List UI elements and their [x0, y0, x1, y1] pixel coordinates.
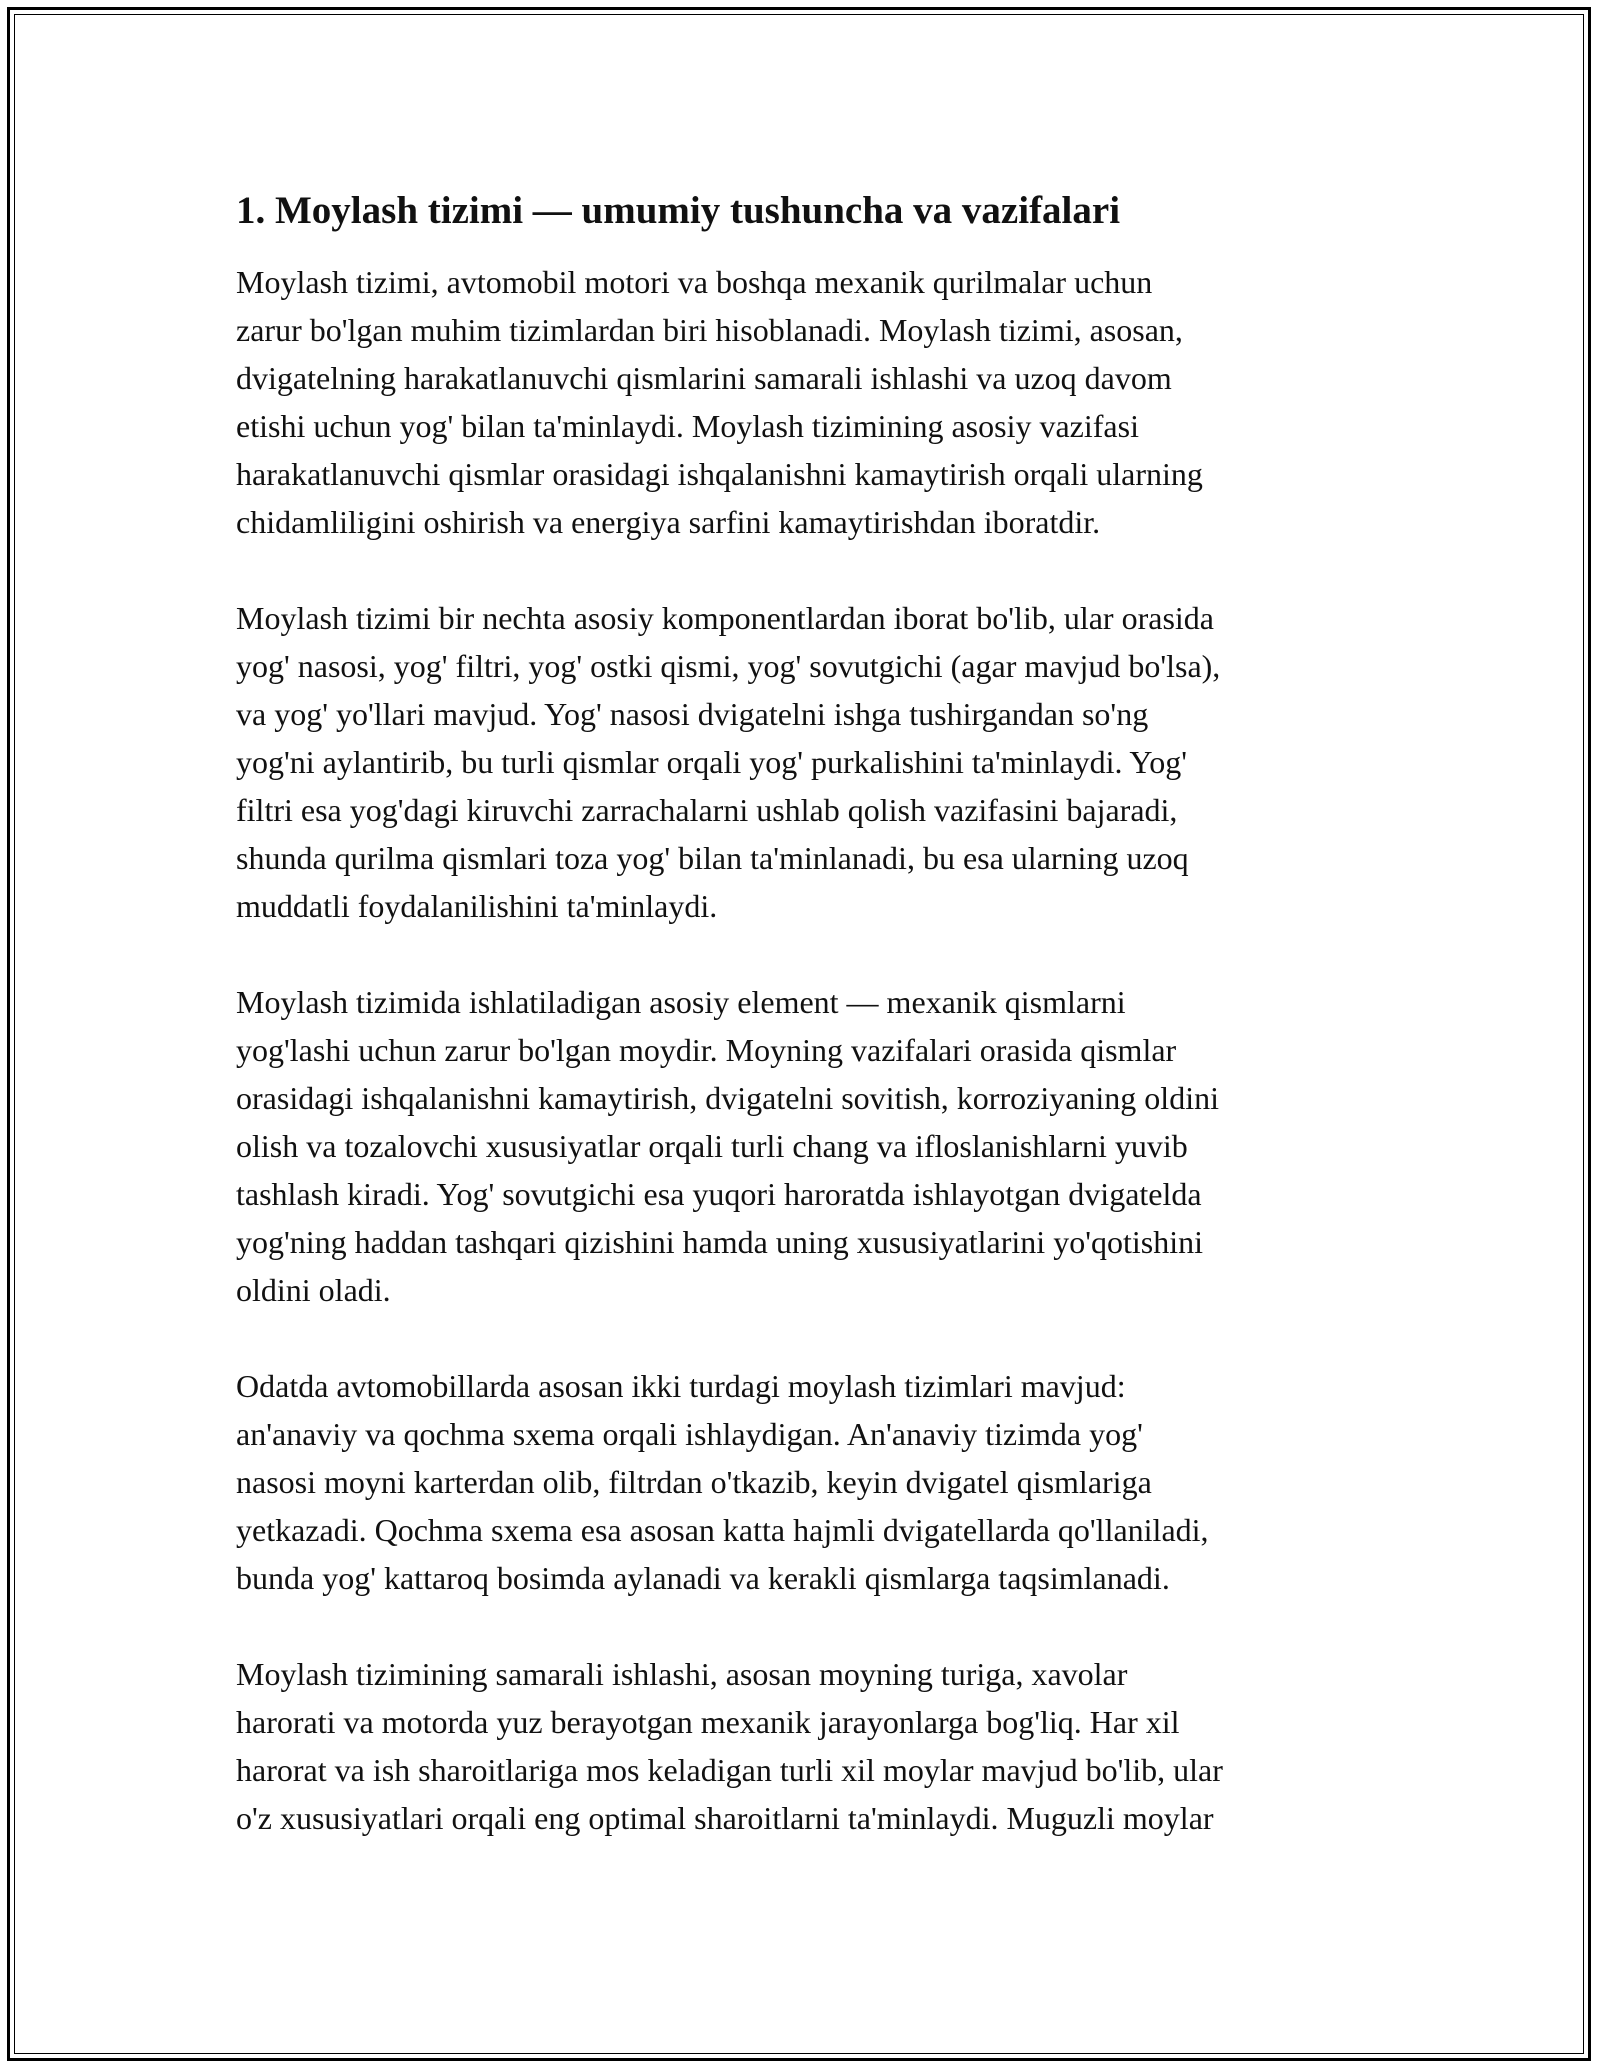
paragraph-2: Moylash tizimi bir nechta asosiy komponentlardan iborat bo'lib, ular orasida yog' nasosi, yog' filtri, yog' ostki qismi, yog' sovutgichi (agar mavjud bo'lsa), va yog' yo'llari mavjud. Yog' nasosi dvigatelni ishga tushirgandan so'ng yog'ni aylantirib, bu turli qismlar orqali yog' purkalishini ta'minlaydi. Yog' filtri esa yog'dagi kiruvchi zarrachalarni ushlab qolish vazifasini bajaradi, shunda qurilma qismlari toza yog' bilan ta'minlanadi, bu esa ularning uzoq muddatli foydalanilishini ta'minlaydi.	[236, 600, 1221, 924]
paragraph-3: Moylash tizimida ishlatiladigan asosiy element — mexanik qismlarni yog'lashi uchun zarur bo'lgan moydir. Moyning vazifalari orasida qismlar orasidagi ishqalanishni kamaytirish, dvigatelni sovitish, korroziyaning oldini olish va tozalovchi xususiyatlar orqali turli chang va ifloslanishlarni yuvib tashlash kiradi. Yog' sovutgichi esa yuqori haroratda ishlayotgan dvigatelda yog'ning haddan tashqari qizishini hamda uning xususiyatlarini yo'qotishini oldini oladi.	[236, 984, 1219, 1308]
paragraph-5: Moylash tizimining samarali ishlashi, asosan moyning turiga, xavolar harorati va motorda yuz berayotgan mexanik jarayonlarga bog'liq. Har xil harorat va ish sharoitlariga mos keladigan turli xil moylar mavjud bo'lib, ular o'z xususiyatlari orqali eng optimal sharoitlarni ta'minlaydi. Muguzli moylar	[236, 1656, 1223, 1836]
paragraph-4: Odatda avtomobillarda asosan ikki turdagi moylash tizimlari mavjud: an'anaviy va qochma sxema orqali ishlaydigan. An'anaviy tizimda yog' nasosi moyni karterdan olib, filtrdan o'tkazib, keyin dvigatel qismlariga yetkazadi. Qochma sxema esa asosan katta hajmli dvigatellarda qo'llaniladi, bunda yog' kattaroq bosimda aylanadi va kerakli qismlarga taqsimlanadi.	[236, 1368, 1209, 1596]
document-body	[236, 186, 1376, 1890]
paragraph-1: Moylash tizimi, avtomobil motori va boshqa mexanik qurilmalar uchun zarur bo'lgan muhim tizimlardan biri hisoblanadi. Moylash tizimi, asosan, dvigatelning harakatlanuvchi qismlarini samarali ishlashi va uzoq davom etishi uchun yog' bilan ta'minlaydi. Moylash tizimining asosiy vazifasi harakatlanuvchi qismlar orasidagi ishqalanishni kamaytirish orqali ularning chidamliligini oshirish va energiya sarfini kamaytirishdan iboratdir.	[236, 264, 1203, 540]
document-title: 1. Moylash tizimi — umumiy tushuncha va vazifalari	[236, 189, 1121, 232]
